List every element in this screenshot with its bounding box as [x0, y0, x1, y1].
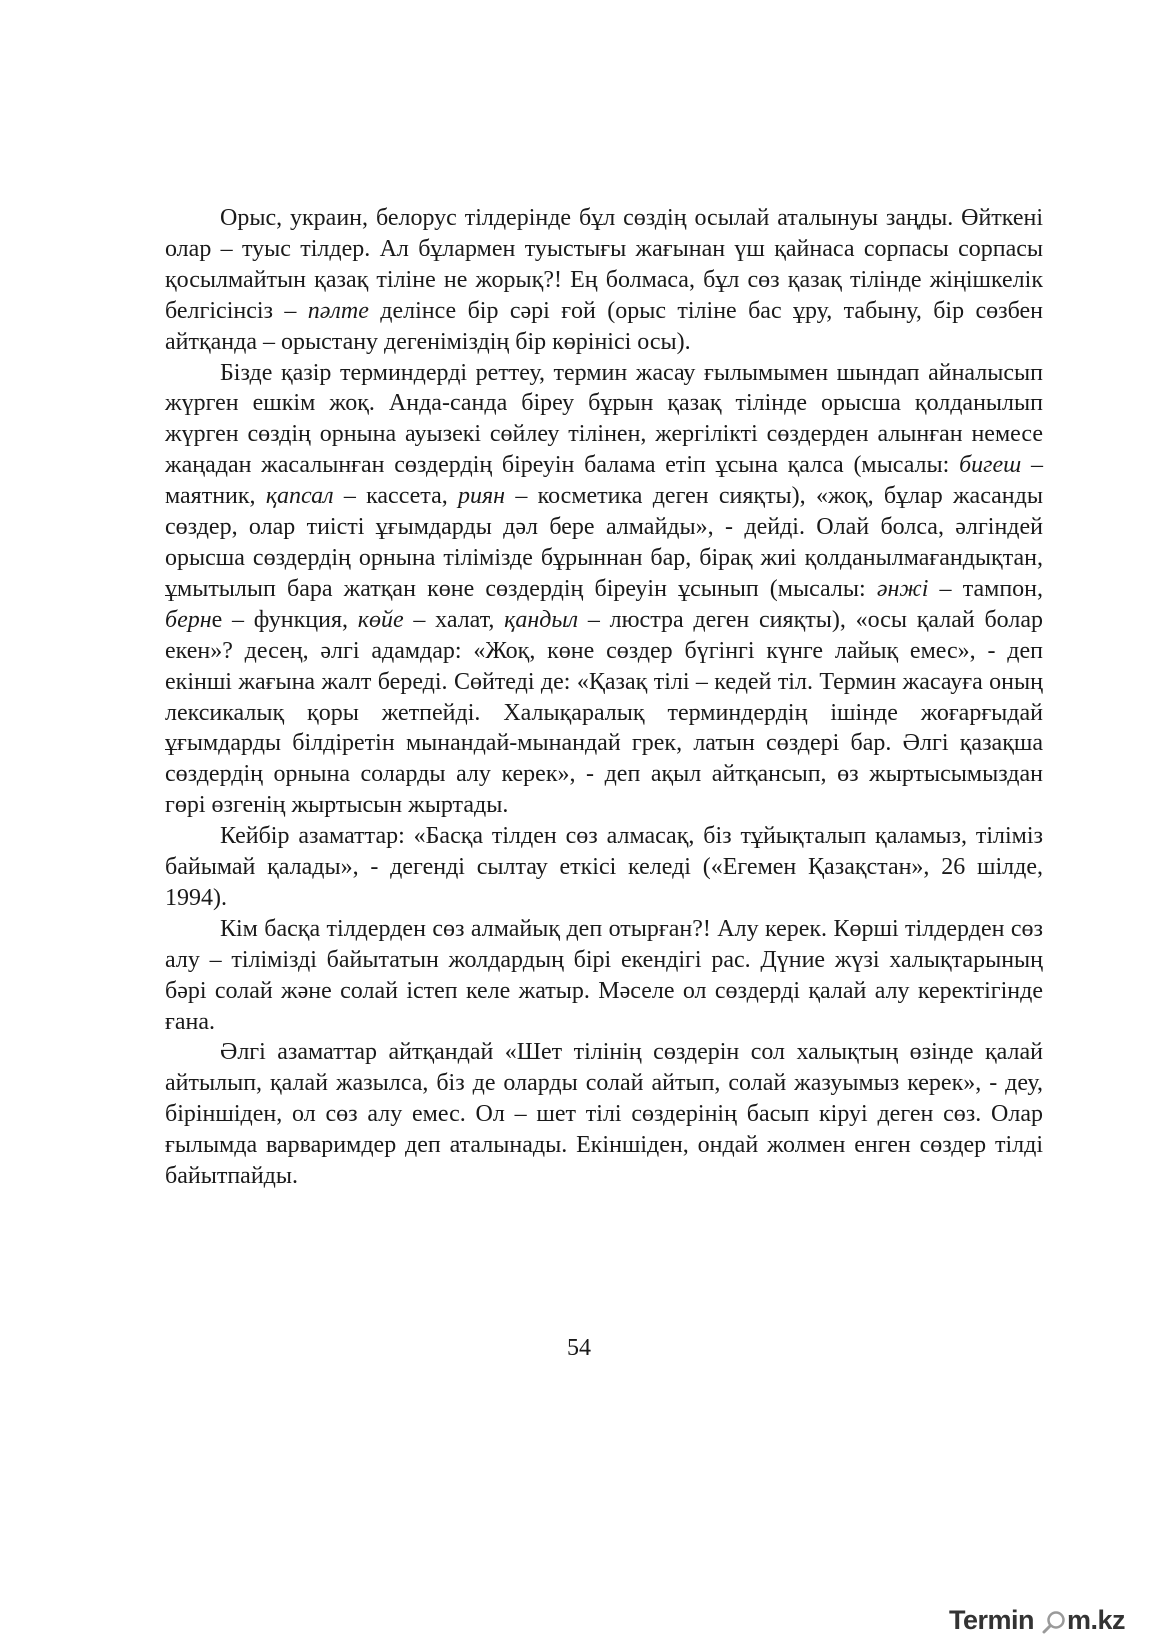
watermark-graphic: [943, 1602, 1143, 1636]
text-run: Әлгі азаматтар айтқандай «Шет тілінің сөздерін сол халықтың өзінде қалай айтылып, қалай жазылса, біз де оларды солай айтып, солай жазуымыз керек», - деу, біріншіден, ол сөз алу емес. Ол – шет тілі сөздерінің басып кіруі деген сөз. Олар ғылымда варваримдер деп аталынады. Екіншіден, ондай жолмен енген сөздер тілді байытпайды.: [165, 1039, 1043, 1190]
document-body: [165, 203, 1043, 1192]
italic-term: әнжі: [876, 575, 929, 602]
italic-term: риян: [458, 483, 506, 510]
text-run: – тампон,: [928, 575, 1044, 602]
text-run: Кейбір азаматтар: «Басқа тілден сөз алмасақ, біз тұйықталып қаламыз, тіліміз байымай қалады», - дегенді сылтау еткісі келеді («Егемен Қазақстан», 26 шілде, 1994).: [165, 823, 1043, 911]
text-run: – люстра деген сияқты), «осы қалай болар екен»? десең, әлгі адамдар: «Жоқ, көне сөздер бүгінгі күнге лайық емес», - деп екінші жағына жалт береді. Сөйтеді де: «Қазақ тілі – кедей тіл. Термин жасауға оның лексикалық қоры жетпейді. Халықаралық терминдердің ішінде жоғарғыдай ұғымдарды білдіретін мынандай-мынандай грек, латын сөздері бар. Әлгі қазақша сөздердің орнына соларды алу керек», - деп ақыл айтқансып, өз жыртысымыздан гөрі өзгенің жыртысын жыртады.: [165, 606, 1043, 819]
text-run: – кассета,: [333, 483, 459, 510]
paragraph: [165, 358, 1043, 822]
paragraph: [165, 821, 1043, 914]
italic-term: берн: [165, 606, 212, 633]
text-run: е – функция,: [211, 606, 358, 633]
watermark-suffix: m.kz: [1067, 1605, 1126, 1635]
watermark-logo: [943, 1602, 1143, 1636]
text-run: делінсе бір сәрі ғой (орыс тіліне бас ұру, табыну, бір сөзбен айтқанда – орыстану дегеніміздің бір көрінісі осы).: [165, 297, 1044, 355]
italic-term: пәлте: [307, 297, 369, 324]
italic-term: қандыл: [504, 606, 579, 633]
italic-term: бигеш: [959, 452, 1022, 479]
text-run: Бізде қазір терминдерді реттеу, термин жасау ғылымымен шындап айналысып жүрген ешкім жоқ. Анда-санда біреу бұрын қазақ тілінде орысша қолданылып жүрген сөздің орнына ауызекі сөйлеу тілінен, жергілікті сөздерден алынған немесе жаңадан жасалынған сөздердің біреуін балама етіп ұсына қалса (мысалы:: [165, 359, 1043, 479]
paragraph: [165, 203, 1043, 358]
text-run: – косметика деген сияқты), «жоқ, бұлар жасанды сөздер, олар тиісті ұғымдарды дәл бере алмайды», - дейді. Олай болса, әлгіндей орысша сөздердің орнына тілімізде бұрыннан бар, бірақ жиі қолданылмағандықтан, ұмытылып бара жатқан көне сөздердің біреуін ұсынып (мысалы:: [165, 483, 1043, 602]
text-run: – халат,: [403, 606, 505, 633]
page-number: 54: [567, 1335, 591, 1361]
magnifier-icon: [1044, 1613, 1064, 1633]
paragraph: [165, 914, 1043, 1038]
paragraph: [165, 1037, 1043, 1192]
italic-term: көйе: [357, 606, 404, 633]
text-run: Кім басқа тілдерден сөз алмайық деп отырған?! Алу керек. Көрші тілдерден сөз алу – тілімізді байытатын жолдардың бірі екендігі рас. Дүние жүзі халықтарының бәрі солай және солай істеп келе жатыр. Мәселе ол сөздерді қалай алу керектігінде ғана.: [165, 915, 1043, 1035]
watermark-prefix: Termin: [949, 1605, 1035, 1635]
text-run: – маятник,: [165, 452, 1043, 510]
text-run: Орыс, украин, белорус тілдерінде бұл сөздің осылай аталынуы заңды. Өйткені олар – туыс тілдер. Ал бұлармен туыстығы жағынан үш қайнаса сорпасы сорпасы қосылмайтын қазақ тіліне не жорық?! Ең болмаса, бұл сөз қазақ тілінде жіңішкелік белгісінсіз –: [165, 205, 1043, 324]
italic-term: қапсал: [265, 483, 334, 510]
